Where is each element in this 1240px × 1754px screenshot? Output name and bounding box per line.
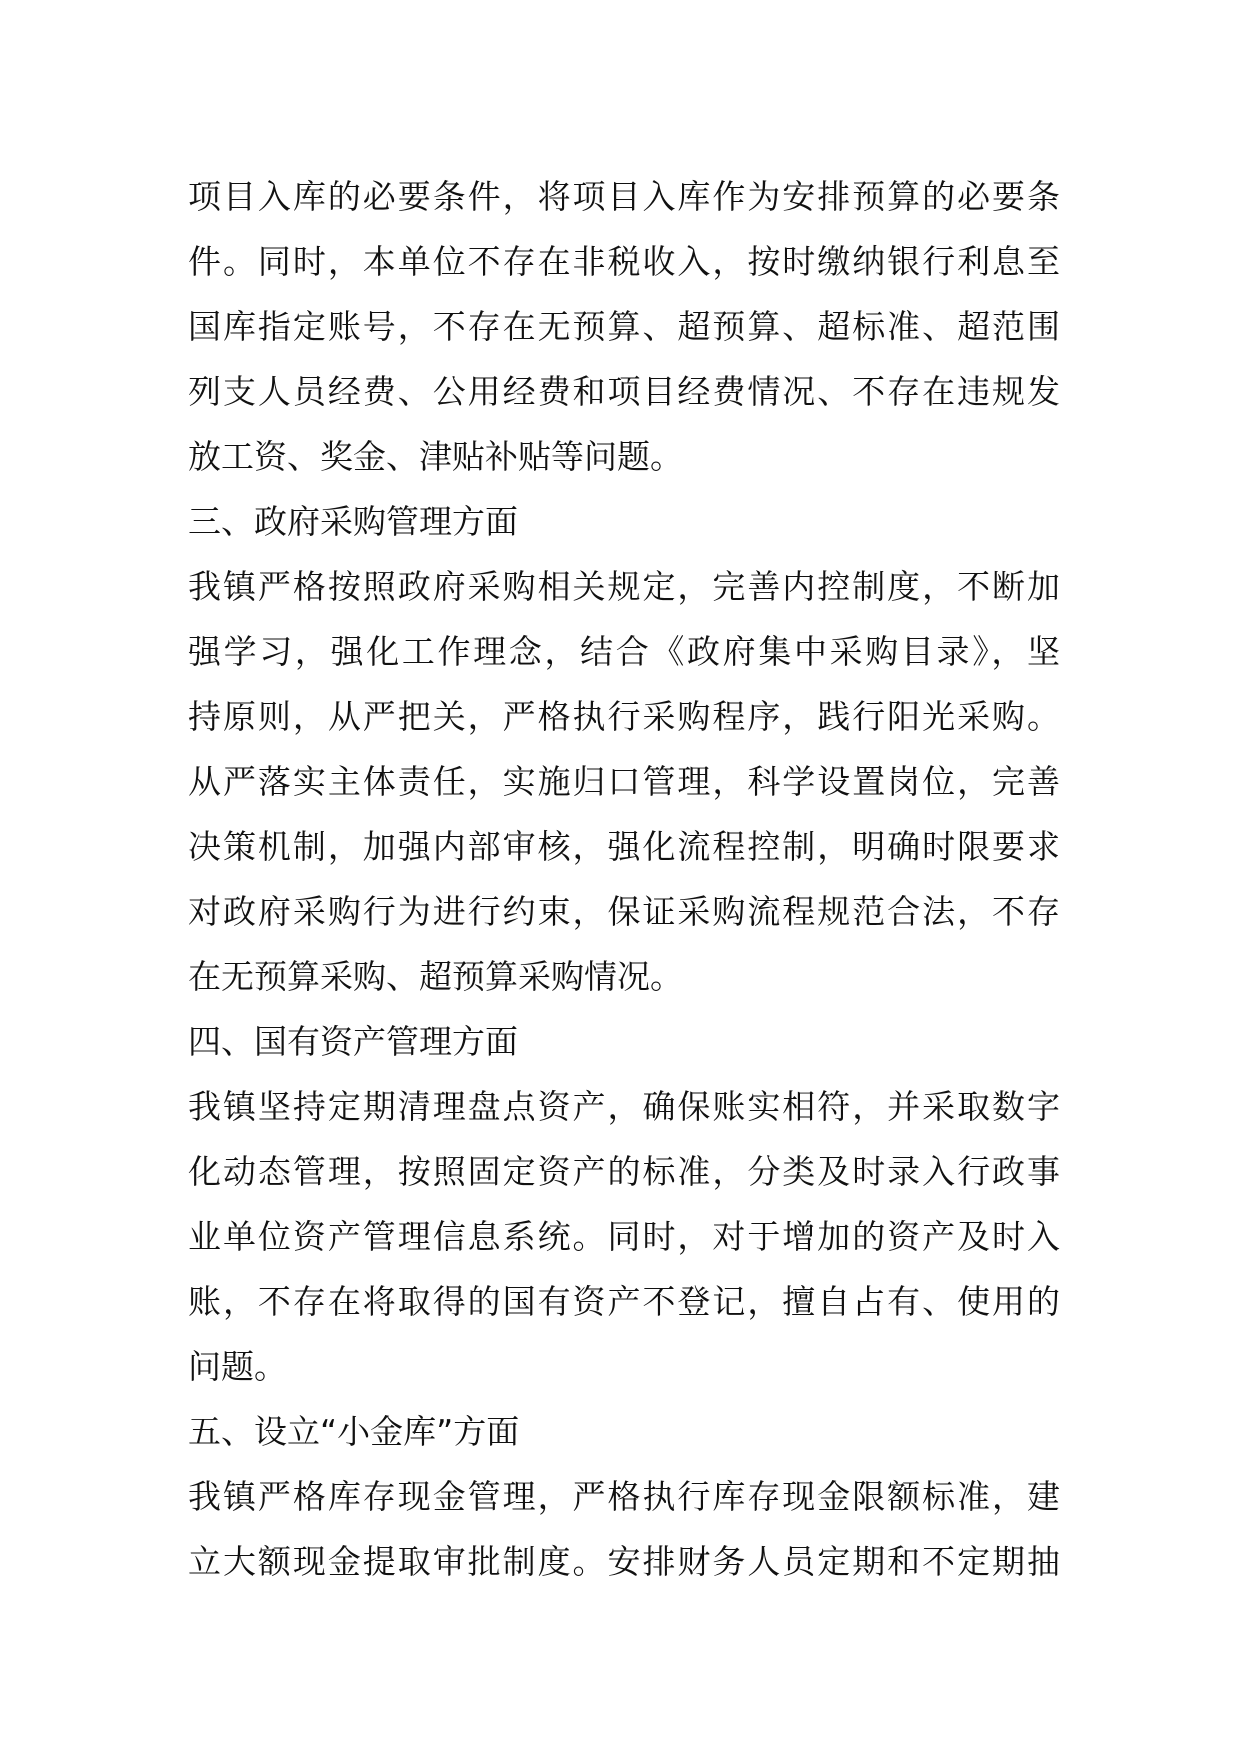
body-line: 立大额现金提取审批制度。安排财务人员定期和不定期抽 <box>188 1542 1060 1581</box>
section-heading: 五、设立“小金库”方面 <box>188 1412 520 1451</box>
body-line: 强学习，强化工作理念，结合《政府集中采购目录》，坚 <box>188 632 1060 671</box>
body-line: 决策机制，加强内部审核，强化流程控制，明确时限要求 <box>188 827 1060 866</box>
document-body <box>188 164 1060 1594</box>
body-line-end: 问题。 <box>188 1347 287 1386</box>
section-heading: 三、政府采购管理方面 <box>188 502 518 541</box>
body-line: 账，不存在将取得的国有资产不登记，擅自占有、使用的 <box>188 1282 1060 1321</box>
body-line: 化动态管理，按照固定资产的标准，分类及时录入行政事 <box>188 1152 1060 1191</box>
body-line: 业单位资产管理信息系统。同时，对于增加的资产及时入 <box>188 1217 1060 1256</box>
body-line: 我镇严格库存现金管理，严格执行库存现金限额标准，建 <box>188 1477 1060 1516</box>
body-line-end: 在无预算采购、超预算采购情况。 <box>188 957 683 996</box>
section-heading: 四、国有资产管理方面 <box>188 1022 518 1061</box>
body-line: 我镇坚持定期清理盘点资产，确保账实相符，并采取数字 <box>188 1087 1060 1126</box>
body-line: 国库指定账号，不存在无预算、超预算、超标准、超范围 <box>188 307 1060 346</box>
body-line: 对政府采购行为进行约束，保证采购流程规范合法，不存 <box>188 892 1060 931</box>
body-line: 我镇严格按照政府采购相关规定，完善内控制度，不断加 <box>188 567 1060 606</box>
body-line: 项目入库的必要条件，将项目入库作为安排预算的必要条 <box>188 177 1060 216</box>
body-line: 列支人员经费、公用经费和项目经费情况、不存在违规发 <box>188 372 1060 411</box>
body-line: 件。同时，本单位不存在非税收入，按时缴纳银行利息至 <box>188 242 1060 281</box>
body-line: 从严落实主体责任，实施归口管理，科学设置岗位，完善 <box>188 762 1060 801</box>
body-line: 持原则，从严把关，严格执行采购程序，践行阳光采购。 <box>188 697 1060 736</box>
body-line-end: 放工资、奖金、津贴补贴等问题。 <box>188 437 683 476</box>
